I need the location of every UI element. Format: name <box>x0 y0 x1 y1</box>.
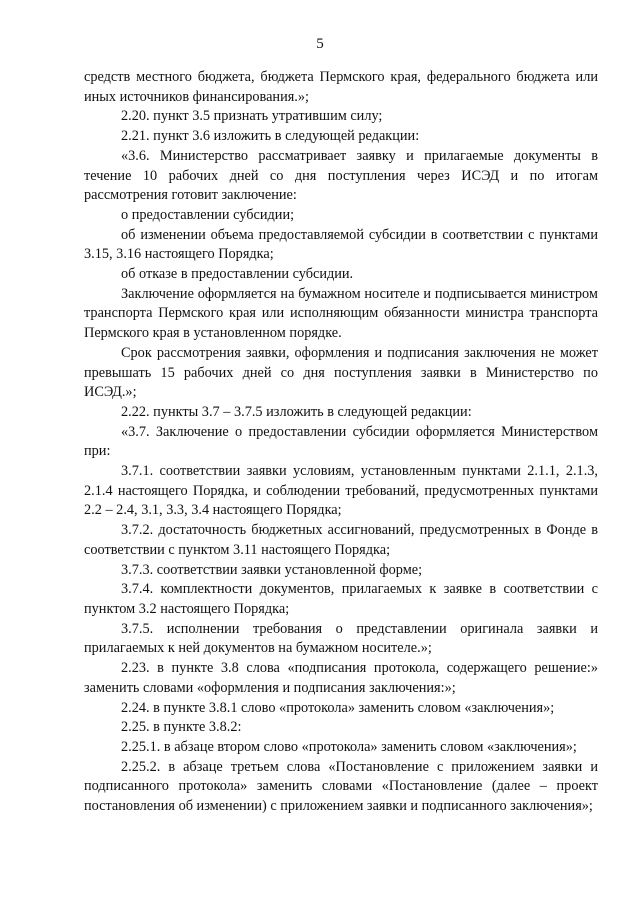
paragraph-2-25-2: 2.25.2. в абзаце третьем слова «Постановление с приложением заявки и подписанного протокола» заменить словами «Постановление (далее – проект постановления об изменении) с приложением заявки и подписанного заключения»; <box>84 758 598 815</box>
paragraph-3-7-2: 3.7.2. достаточность бюджетных ассигнований, предусмотренных в Фонде в соответствии с пунктом 3.11 настоящего Порядка; <box>84 522 598 558</box>
paragraph-option-change: об изменении объема предоставляемой субсидии в соответствии с пунктами 3.15, 3.16 настоящего Порядка; <box>84 226 598 263</box>
page-number: 5 <box>316 36 324 52</box>
paragraph-3-6: «3.6. Министерство рассматривает заявку и прилагаемые документы в течение 10 рабочих дней со дня поступления через ИСЭД и по итогам рассмотрения готовит заключение: <box>84 147 598 204</box>
paragraph-3-7: «3.7. Заключение о предоставлении субсидии оформляется Министерством при: <box>84 423 598 460</box>
paragraph-3-7-3: 3.7.3. соответствии заявки установленной форме; <box>121 561 423 578</box>
paragraph-3-7-4: 3.7.4. комплектности документов, прилагаемых к заявке в соответствии с пунктом 3.2 настоящего Порядка; <box>84 581 598 617</box>
paragraph-2-21: 2.21. пункт 3.6 изложить в следующей редакции: <box>121 128 420 145</box>
paragraph-continuation: средств местного бюджета, бюджета Пермского края, федерального бюджета или иных источников финансирования.»; <box>84 69 598 105</box>
paragraph-2-25: 2.25. в пункте 3.8.2: <box>121 719 242 736</box>
paragraph-2-23: 2.23. в пункте 3.8 слова «подписания протокола, содержащего решение:» заменить словами «оформления и подписания заключения:»; <box>84 660 598 696</box>
document-body <box>84 68 598 817</box>
paragraph-2-22: 2.22. пункты 3.7 – 3.7.5 изложить в следующей редакции: <box>121 403 472 420</box>
paragraph-conclusion-form: Заключение оформляется на бумажном носителе и подписывается министром транспорта Пермского края или исполняющим обязанности министра транспорта Пермского края в установленном порядке. <box>84 285 598 342</box>
paragraph-review-term: Срок рассмотрения заявки, оформления и подписания заключения не может превышать 15 рабочих дней со дня поступления заявки в Министерство по ИСЭД.»; <box>84 344 598 401</box>
paragraph-2-20: 2.20. пункт 3.5 признать утратившим силу; <box>121 108 383 125</box>
paragraph-option-refuse: об отказе в предоставлении субсидии. <box>121 266 354 283</box>
paragraph-3-7-1: 3.7.1. соответствии заявки условиям, установленным пунктами 2.1.1, 2.1.3, 2.1.4 настоящего Порядка, и соблюдении требований, предусмотренных пунктами 2.2 – 2.4, 3.1, 3.3, 3.4 настоящего Порядка; <box>84 463 598 519</box>
paragraph-2-24: 2.24. в пункте 3.8.1 слово «протокола» заменить словом «заключения»; <box>121 699 555 716</box>
paragraph-3-7-5: 3.7.5. исполнении требования о представлении оригинала заявки и прилагаемых к ней документов на бумажном носителе.»; <box>84 620 598 657</box>
paragraph-option-grant: о предоставлении субсидии; <box>121 206 295 223</box>
paragraph-2-25-1: 2.25.1. в абзаце втором слово «протокола» заменить словом «заключения»; <box>121 738 577 755</box>
